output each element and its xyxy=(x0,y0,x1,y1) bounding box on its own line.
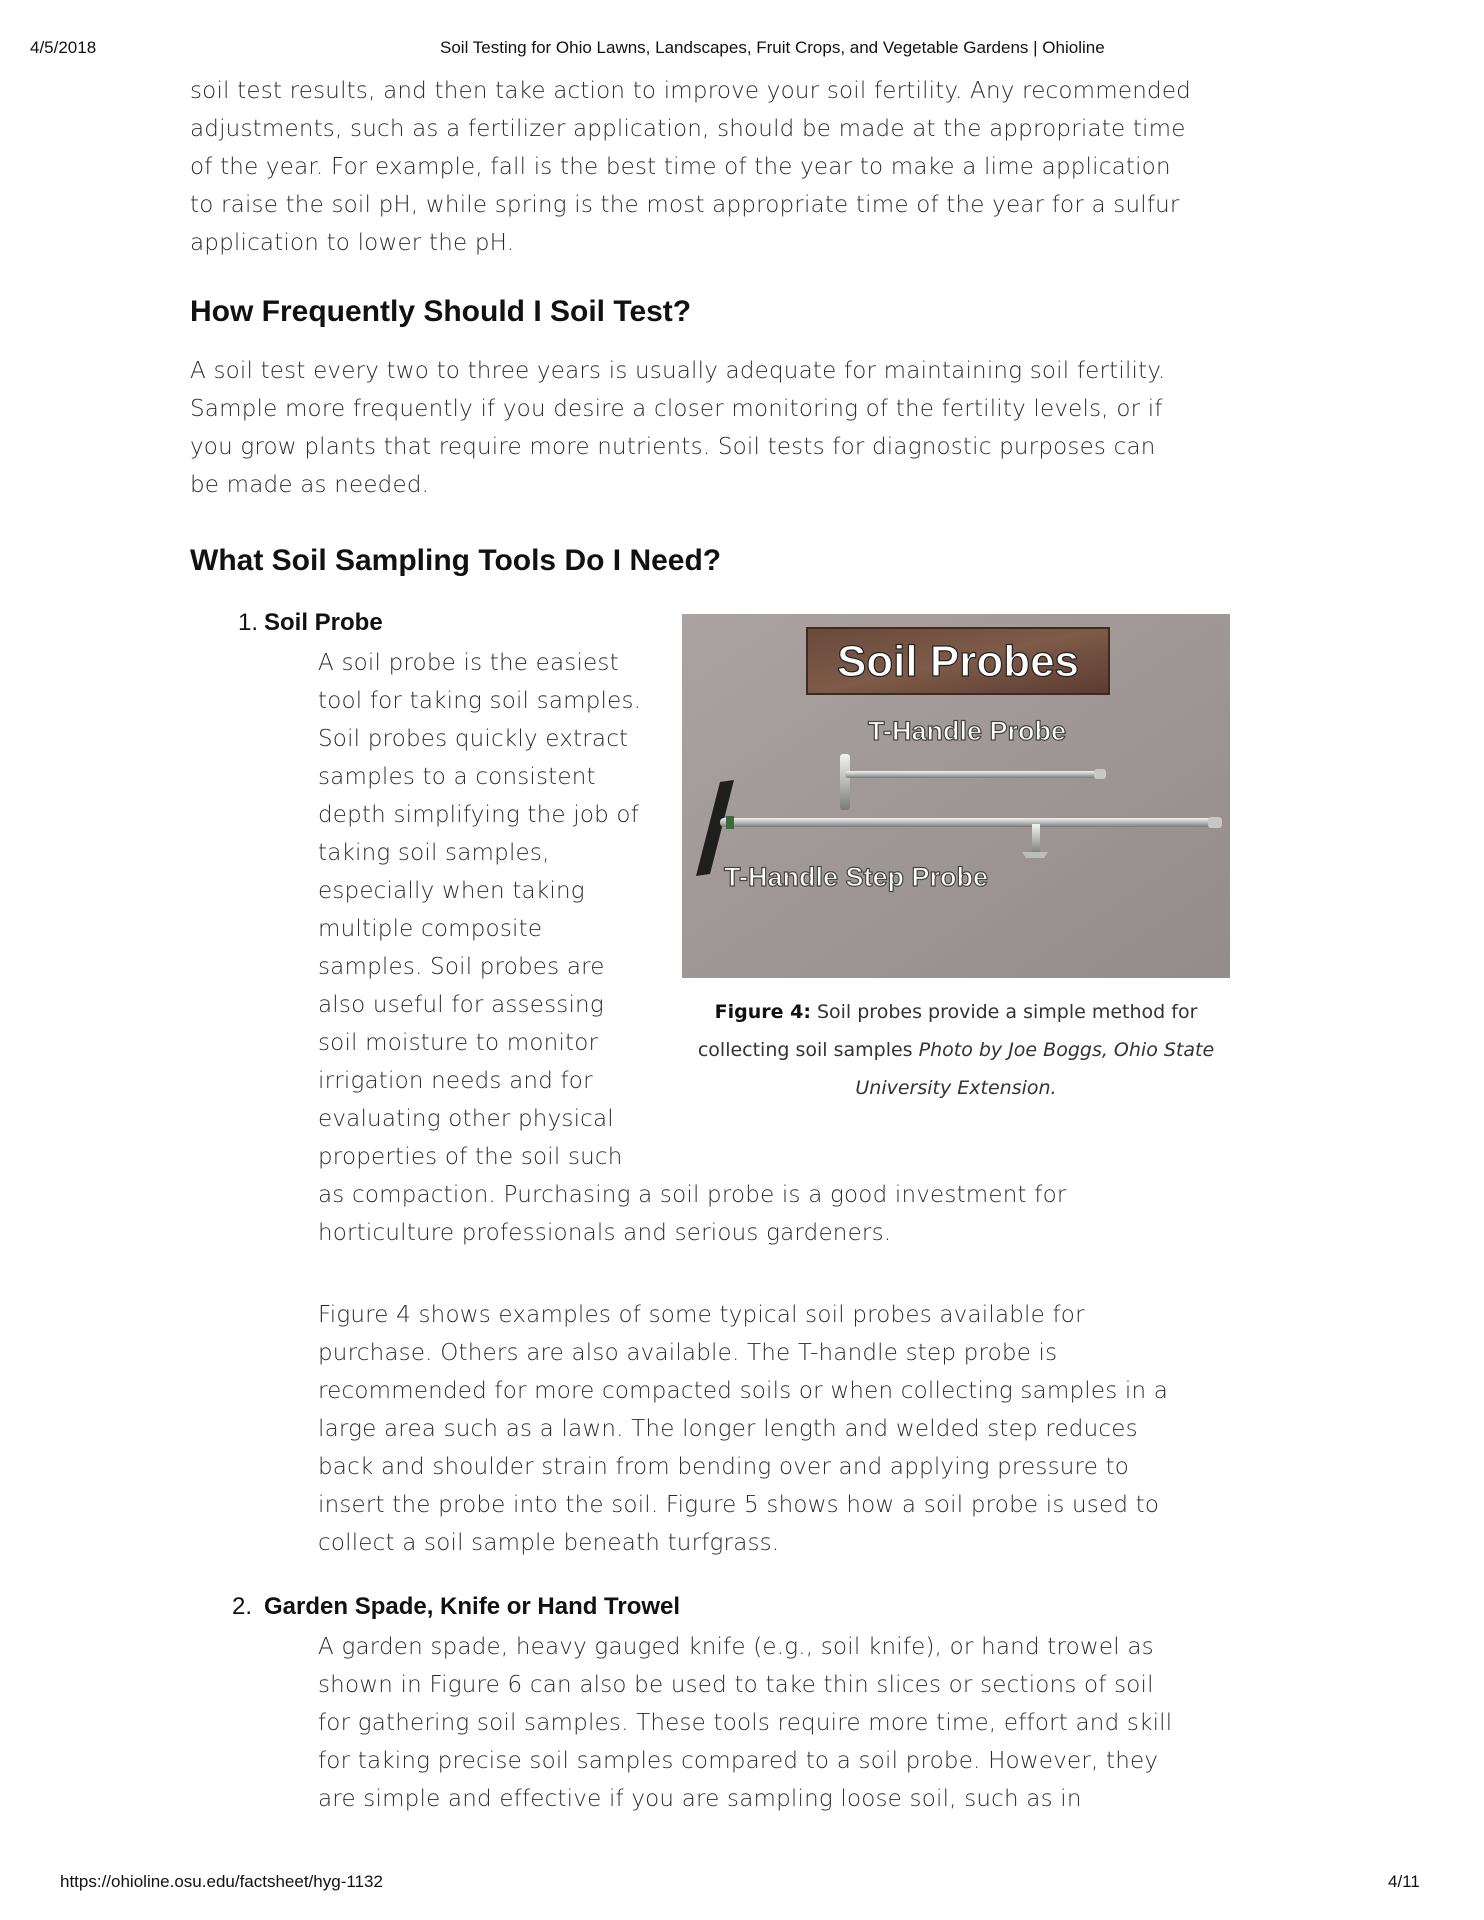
text-line: soil test results, and then take action to improve your soil fertility. Any recommended xyxy=(190,78,1191,104)
sign-text: Soil Probes xyxy=(836,637,1080,686)
garden-spade-paragraph xyxy=(318,1628,1258,1818)
soil-probes-illustration xyxy=(682,614,1230,978)
text-line: for gathering soil samples. These tools require more time, effort and skill xyxy=(318,1710,1173,1736)
text-line: samples. Soil probes are xyxy=(318,954,605,980)
print-page-number: 4/11 xyxy=(1388,1872,1420,1891)
list-number: 2. xyxy=(232,1593,253,1620)
label-t-handle-step-probe: T-Handle Step Probe xyxy=(724,862,989,892)
text-line: adjustments, such as a fertilizer application, should be made at the appropriate time xyxy=(190,116,1186,142)
text-line: Figure 4 shows examples of some typical soil probes available for xyxy=(318,1302,1085,1328)
text-line: irrigation needs and for xyxy=(318,1068,593,1094)
soil-probe-paragraph-2 xyxy=(318,1296,1258,1562)
text-line: be made as needed. xyxy=(190,472,430,498)
text-line: insert the probe into the soil. Figure 5 shows how a soil probe is used to xyxy=(318,1492,1160,1518)
text-line: Soil probes quickly extract xyxy=(318,726,629,752)
caption-text: Soil probes provide a simple method for collecting soil samples xyxy=(697,1001,1198,1061)
text-line: tool for taking soil samples. xyxy=(318,688,642,714)
list-number: 1. xyxy=(238,609,259,636)
section-heading-frequency: How Frequently Should I Soil Test? xyxy=(190,295,692,328)
text-line: horticulture professionals and serious gardeners. xyxy=(318,1220,892,1246)
text-line: are simple and effective if you are sampling loose soil, such as in xyxy=(318,1786,1082,1812)
text-line: depth simplifying the job of xyxy=(318,802,639,828)
text-line: samples to a consistent xyxy=(318,764,596,790)
text-line: large area such as a lawn. The longer length and welded step reduces xyxy=(318,1416,1138,1442)
text-line: A soil test every two to three years is usually adequate for maintaining soil fertility. xyxy=(190,358,1166,384)
text-line: back and shoulder strain from bending over and applying pressure to xyxy=(318,1454,1130,1480)
text-line: purchase. Others are also available. The T-handle step probe is xyxy=(318,1340,1058,1366)
section-heading-tools: What Soil Sampling Tools Do I Need? xyxy=(190,544,722,577)
text-line: shown in Figure 6 can also be used to take thin slices or sections of soil xyxy=(318,1672,1154,1698)
text-line: to raise the soil pH, while spring is the most appropriate time of the year for a sulfur xyxy=(190,192,1180,218)
list-item-title-garden-spade: Garden Spade, Knife or Hand Trowel xyxy=(264,1593,681,1620)
print-page-title: Soil Testing for Ohio Lawns, Landscapes, Fruit Crops, and Vegetable Gardens | Ohioline xyxy=(440,38,1105,57)
text-line: evaluating other physical xyxy=(318,1106,614,1132)
intro-paragraph xyxy=(190,72,1250,262)
text-line: soil moisture to monitor xyxy=(318,1030,599,1056)
text-line: especially when taking xyxy=(318,878,585,904)
list-item-title-soil-probe: Soil Probe xyxy=(264,609,383,636)
caption-label: Figure 4: xyxy=(714,1001,811,1023)
caption-line xyxy=(682,993,1230,1107)
text-line: taking soil samples, xyxy=(318,840,550,866)
text-line: multiple composite xyxy=(318,916,543,942)
frequency-paragraph xyxy=(190,352,1250,504)
text-line: Sample more frequently if you desire a closer monitoring of the fertility levels, or if xyxy=(190,396,1163,422)
figure-4-soil-probes-photo xyxy=(682,614,1230,978)
text-line: A garden spade, heavy gauged knife (e.g., soil knife), or hand trowel as xyxy=(318,1634,1154,1660)
label-t-handle-probe: T-Handle Probe xyxy=(868,716,1067,746)
text-line: A soil probe is the easiest xyxy=(318,650,619,676)
caption-credit: Photo by Joe Boggs, Ohio State University Extension. xyxy=(855,1039,1215,1099)
text-line: properties of the soil such xyxy=(318,1144,623,1170)
text-line: of the year. For example, fall is the best time of the year to make a lime application xyxy=(190,154,1171,180)
print-url: https://ohioline.osu.edu/factsheet/hyg-1132 xyxy=(60,1872,383,1891)
text-line: also useful for assessing xyxy=(318,992,604,1018)
text-line: as compaction. Purchasing a soil probe is a good investment for xyxy=(318,1182,1067,1208)
text-line: collect a soil sample beneath turfgrass. xyxy=(318,1530,780,1556)
print-date: 4/5/2018 xyxy=(30,38,97,57)
text-line: for taking precise soil samples compared to a soil probe. However, they xyxy=(318,1748,1159,1774)
text-line: recommended for more compacted soils or when collecting samples in a xyxy=(318,1378,1169,1404)
figure-4-caption xyxy=(682,993,1230,1107)
text-line: application to lower the pH. xyxy=(190,230,515,256)
text-line: you grow plants that require more nutrients. Soil tests for diagnostic purposes can xyxy=(190,434,1156,460)
